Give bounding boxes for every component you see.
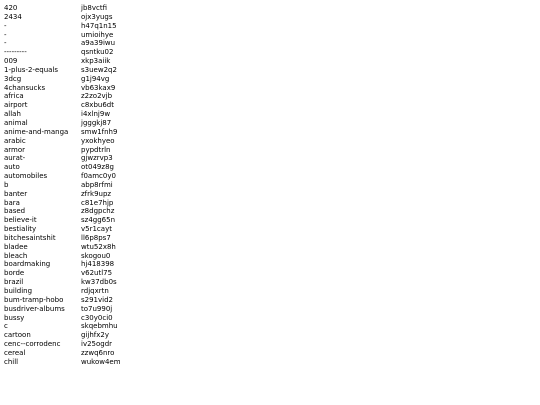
board-code: zfrk9upz <box>81 189 112 198</box>
board-code: ot049z8g <box>81 163 114 172</box>
board-name[interactable]: africa <box>4 92 24 101</box>
board-name[interactable]: bladee <box>4 242 28 251</box>
board-code: qsntku02 <box>81 48 114 57</box>
board-code: ll6p8ps7 <box>81 233 111 242</box>
list-item <box>4 358 540 367</box>
board-code: ojx3yugs <box>81 12 113 21</box>
list-item <box>4 66 540 75</box>
board-name[interactable]: auto <box>4 163 20 172</box>
board-code: f0amc0y0 <box>81 172 116 181</box>
board-code: zzwq6nro <box>81 348 115 357</box>
board-name[interactable]: bum-tramp-hobo <box>4 295 64 304</box>
board-code: jgggkj87 <box>81 118 112 127</box>
board-code: z8dgpchz <box>81 207 115 216</box>
board-name[interactable]: boardmaking <box>4 260 51 269</box>
list-item <box>4 172 540 181</box>
board-code: vb63kax9 <box>81 83 116 92</box>
board-code: yxokhyeo <box>81 136 115 145</box>
board-name[interactable]: bleach <box>4 251 28 260</box>
list-item <box>4 39 540 48</box>
list-item <box>4 296 540 305</box>
board-name[interactable]: - <box>4 30 7 39</box>
board-name[interactable]: allah <box>4 110 21 119</box>
list-item <box>4 48 540 57</box>
board-code: sz4gg65n <box>81 216 116 225</box>
board-code: wukow4em <box>81 357 121 366</box>
board-name[interactable]: armor <box>4 145 26 154</box>
board-name[interactable]: cenc--corrodenc <box>4 340 61 349</box>
board-code: s3uew2q2 <box>81 65 117 74</box>
board-code: a9a39iwu <box>81 39 116 48</box>
board-code: umioihye <box>81 30 114 39</box>
list-item <box>4 190 540 199</box>
board-code: skqebmhu <box>81 322 118 331</box>
list-item <box>4 110 540 119</box>
board-name[interactable]: banter <box>4 189 28 198</box>
list-item <box>4 305 540 314</box>
list-item <box>4 22 540 31</box>
board-name[interactable]: 3dcg <box>4 74 22 83</box>
board-name[interactable]: bitchesaintshit <box>4 233 56 242</box>
board-name[interactable]: based <box>4 207 26 216</box>
list-item <box>4 260 540 269</box>
list-item <box>4 349 540 358</box>
list-item <box>4 287 540 296</box>
list-item <box>4 92 540 101</box>
board-code: xkp3aiik <box>81 57 111 66</box>
list-item <box>4 163 540 172</box>
list-item <box>4 340 540 349</box>
list-item <box>4 243 540 252</box>
list-item <box>4 252 540 261</box>
list-item <box>4 225 540 234</box>
board-name[interactable]: animal <box>4 118 28 127</box>
list-item <box>4 4 540 13</box>
board-name[interactable]: brazil <box>4 278 24 287</box>
board-code: v5r1cayt <box>81 225 112 234</box>
board-name[interactable]: automobiles <box>4 172 48 181</box>
list-item <box>4 13 540 22</box>
list-item <box>4 119 540 128</box>
list-item <box>4 57 540 66</box>
list-item <box>4 331 540 340</box>
board-name[interactable]: aurat- <box>4 154 26 163</box>
board-code: abp8rfmi <box>81 180 113 189</box>
board-name[interactable]: cartoon <box>4 331 31 340</box>
list-item <box>4 207 540 216</box>
list-item <box>4 75 540 84</box>
board-code: gijhfx2y <box>81 331 109 340</box>
board-code: rdjqxrtn <box>81 287 109 295</box>
board-code: s291vid2 <box>81 295 113 304</box>
board-code: wtu52x8h <box>81 242 116 251</box>
list-item <box>4 278 540 287</box>
list-item <box>4 31 540 40</box>
list-item <box>4 181 540 190</box>
board-code: c81e7hjp <box>81 198 114 207</box>
board-code: c8xbu6dt <box>81 101 114 110</box>
board-name[interactable]: 4chansucks <box>4 83 46 92</box>
board-name[interactable]: bussy <box>4 313 25 322</box>
board-name[interactable]: busdriver-albums <box>4 304 65 313</box>
board-name[interactable]: 009 <box>4 57 18 66</box>
board-name[interactable]: building <box>4 287 33 295</box>
list-item <box>4 269 540 278</box>
board-code: kw37db0s <box>81 278 117 287</box>
list-item <box>4 101 540 110</box>
board-name[interactable]: 420 <box>4 4 18 12</box>
board-code: z2zo2vjb <box>81 92 113 101</box>
board-code: g1j94vg <box>81 74 110 83</box>
board-code: pypdtrln <box>81 145 111 154</box>
board-name[interactable]: - <box>4 21 7 30</box>
board-code: v62utl75 <box>81 269 113 278</box>
list-item <box>4 314 540 323</box>
board-code: jb8vctfi <box>81 4 107 12</box>
board-code: smw1fnh9 <box>81 127 118 136</box>
board-name[interactable]: c <box>4 322 8 331</box>
board-code: h47q1n15 <box>81 21 117 30</box>
list-item <box>4 154 540 163</box>
board-name[interactable]: cereal <box>4 348 26 357</box>
board-name[interactable]: --------- <box>4 48 27 57</box>
board-name[interactable]: arabic <box>4 136 26 145</box>
list-item <box>4 146 540 155</box>
board-name[interactable]: chill <box>4 357 19 366</box>
list-item <box>4 84 540 93</box>
board-name[interactable]: anime-and-manga <box>4 127 69 136</box>
board-name[interactable]: bara <box>4 198 20 207</box>
board-name[interactable]: - <box>4 39 7 48</box>
board-code: hj418398 <box>81 260 115 269</box>
list-item <box>4 322 540 331</box>
board-code: c30y0ci0 <box>81 313 113 322</box>
list-item <box>4 199 540 208</box>
board-name[interactable]: believe-it <box>4 216 37 225</box>
board-code: iv25ogdr <box>81 340 113 349</box>
board-code: i4xlnj9w <box>81 110 111 119</box>
board-name[interactable]: airport <box>4 101 28 110</box>
board-code: skogou0 <box>81 251 111 260</box>
list-item <box>4 234 540 243</box>
list-item <box>4 216 540 225</box>
board-name[interactable]: borde <box>4 269 25 278</box>
board-code: to7u990j <box>81 304 113 313</box>
board-name[interactable]: 1-plus-2-equals <box>4 65 59 74</box>
board-code: gjwzrvp3 <box>81 154 113 163</box>
board-name[interactable]: b <box>4 180 9 189</box>
board-name[interactable]: 2434 <box>4 12 22 21</box>
list-item <box>4 128 540 137</box>
list-item <box>4 137 540 146</box>
board-name[interactable]: bestiality <box>4 225 37 234</box>
